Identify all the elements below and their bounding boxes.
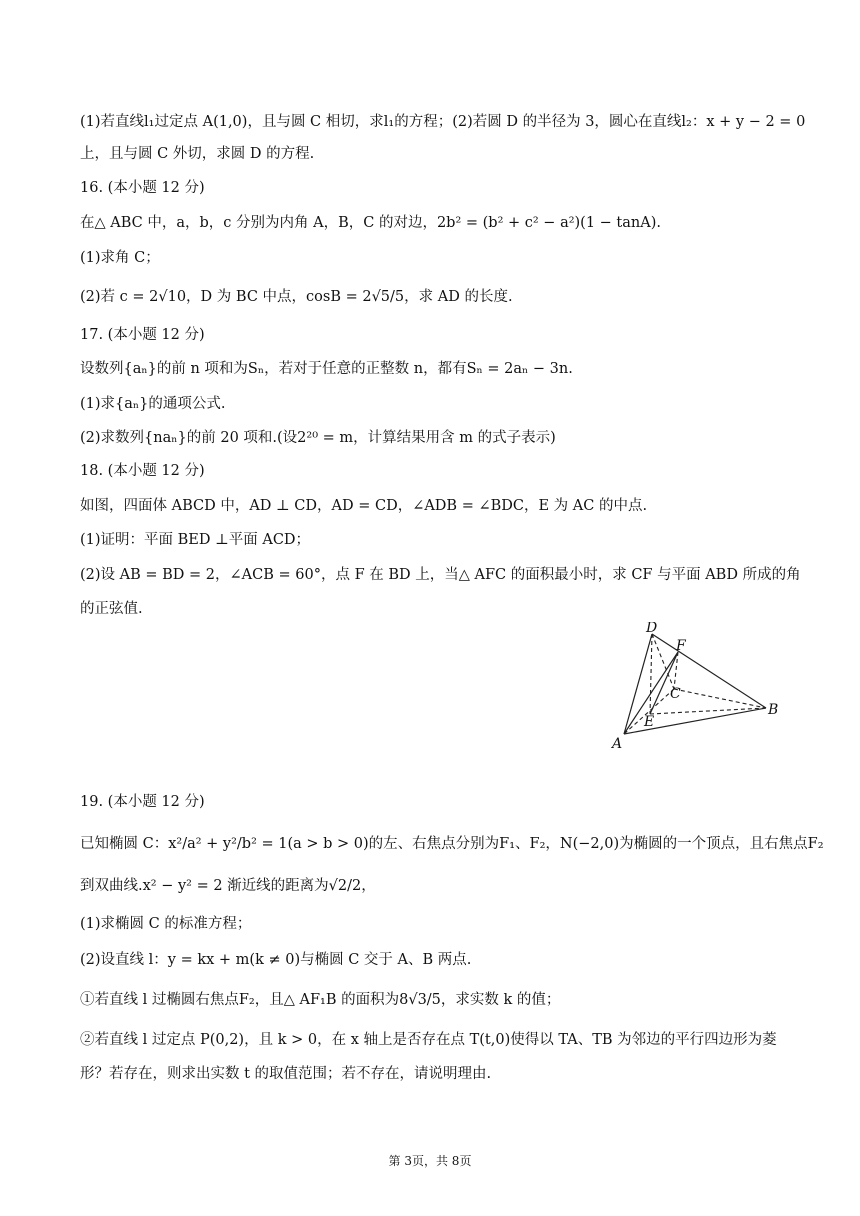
label-c: C (670, 686, 681, 702)
problem-17-part-2: (2)求数列{naₙ}的前 20 项和.(设2²⁰ = m，计算结果用含 m 的式子表示) (80, 430, 556, 446)
problem-18-statement: 如图，四面体 ABCD 中，AD ⊥ CD，AD = CD，∠ADB = ∠BDC，E 为 AC 的中点. (80, 498, 648, 514)
edge-fe (650, 652, 678, 714)
problem-18-part-1: (1)证明：平面 BED ⊥平面 ACD； (80, 532, 311, 548)
problem-16-part-2: (2)若 c = 2√10，D 为 BC 中点，cosB = 2√5/5，求 AD 的长度. (80, 289, 513, 305)
label-e: E (644, 714, 655, 730)
problem-18-part-2: (2)设 AB = BD = 2，∠ACB = 60°，点 F 在 BD 上，当△ AFC 的面积最小时，求 CF 与平面 ABD 所成的角 (80, 567, 801, 583)
problem-16-statement: 在△ ABC 中，a，b，c 分别为内角 A，B，C 的对边，2b² = (b² + c² − a²)(1 − tanA). (80, 215, 661, 231)
problem-18-heading: 18. (本小题 12 分) (80, 463, 205, 479)
edge-de (650, 634, 652, 714)
problem-16-part-1: (1)求角 C； (80, 250, 160, 266)
problem-16-heading: 16. (本小题 12 分) (80, 180, 205, 196)
problem-19-part-2-ii: ②若直线 l 过定点 P(0,2)，且 k > 0，在 x 轴上是否存在点 T(t,0)使得以 TA、TB 为邻边的平行四边形为菱 (80, 1032, 777, 1048)
problem-19-heading: 19. (本小题 12 分) (80, 794, 205, 810)
problem-17-statement: 设数列{aₙ}的前 n 项和为Sₙ，若对于任意的正整数 n，都有Sₙ = 2aₙ − 3n. (80, 361, 573, 377)
problem-18-part-2-cont: 的正弦值. (80, 601, 143, 617)
label-f: F (676, 638, 686, 654)
problem-19-statement: 已知椭圆 C：x²/a² + y²/b² = 1(a > b > 0)的左、右焦点分别为F₁、F₂，N(−2,0)为椭圆的一个顶点，且右焦点F₂ (80, 836, 824, 852)
label-d: D (646, 622, 658, 636)
tetrahedron-figure (610, 622, 790, 752)
page-footer: 第 3页，共 8页 (388, 1154, 472, 1168)
line-2: 上，且与圆 C 外切，求圆 D 的方程. (80, 146, 315, 162)
problem-17-heading: 17. (本小题 12 分) (80, 327, 205, 343)
label-a: A (612, 736, 623, 752)
problem-19-part-2-i: ①若直线 l 过椭圆右焦点F₂，且△ AF₁B 的面积为8√3/5，求实数 k 的值； (80, 992, 561, 1008)
edge-dc (652, 634, 674, 689)
problem-19-statement-cont: 到双曲线.x² − y² = 2 渐近线的距离为√2/2， (80, 878, 376, 894)
line-1: (1)若直线l₁过定点 A(1,0)，且与圆 C 相切，求l₁的方程；(2)若圆 D 的半径为 3，圆心在直线l₂：x + y − 2 = 0 (80, 114, 806, 130)
problem-19-part-2: (2)设直线 l：y = kx + m(k ≠ 0)与椭圆 C 交于 A、B 两点. (80, 952, 472, 968)
problem-19-part-1: (1)求椭圆 C 的标准方程； (80, 916, 252, 932)
problem-19-part-2-ii-cont: 形？若存在，则求出实数 t 的取值范围；若不存在，请说明理由. (80, 1066, 492, 1082)
label-b: B (768, 702, 779, 718)
problem-17-part-1: (1)求{aₙ}的通项公式. (80, 396, 226, 412)
